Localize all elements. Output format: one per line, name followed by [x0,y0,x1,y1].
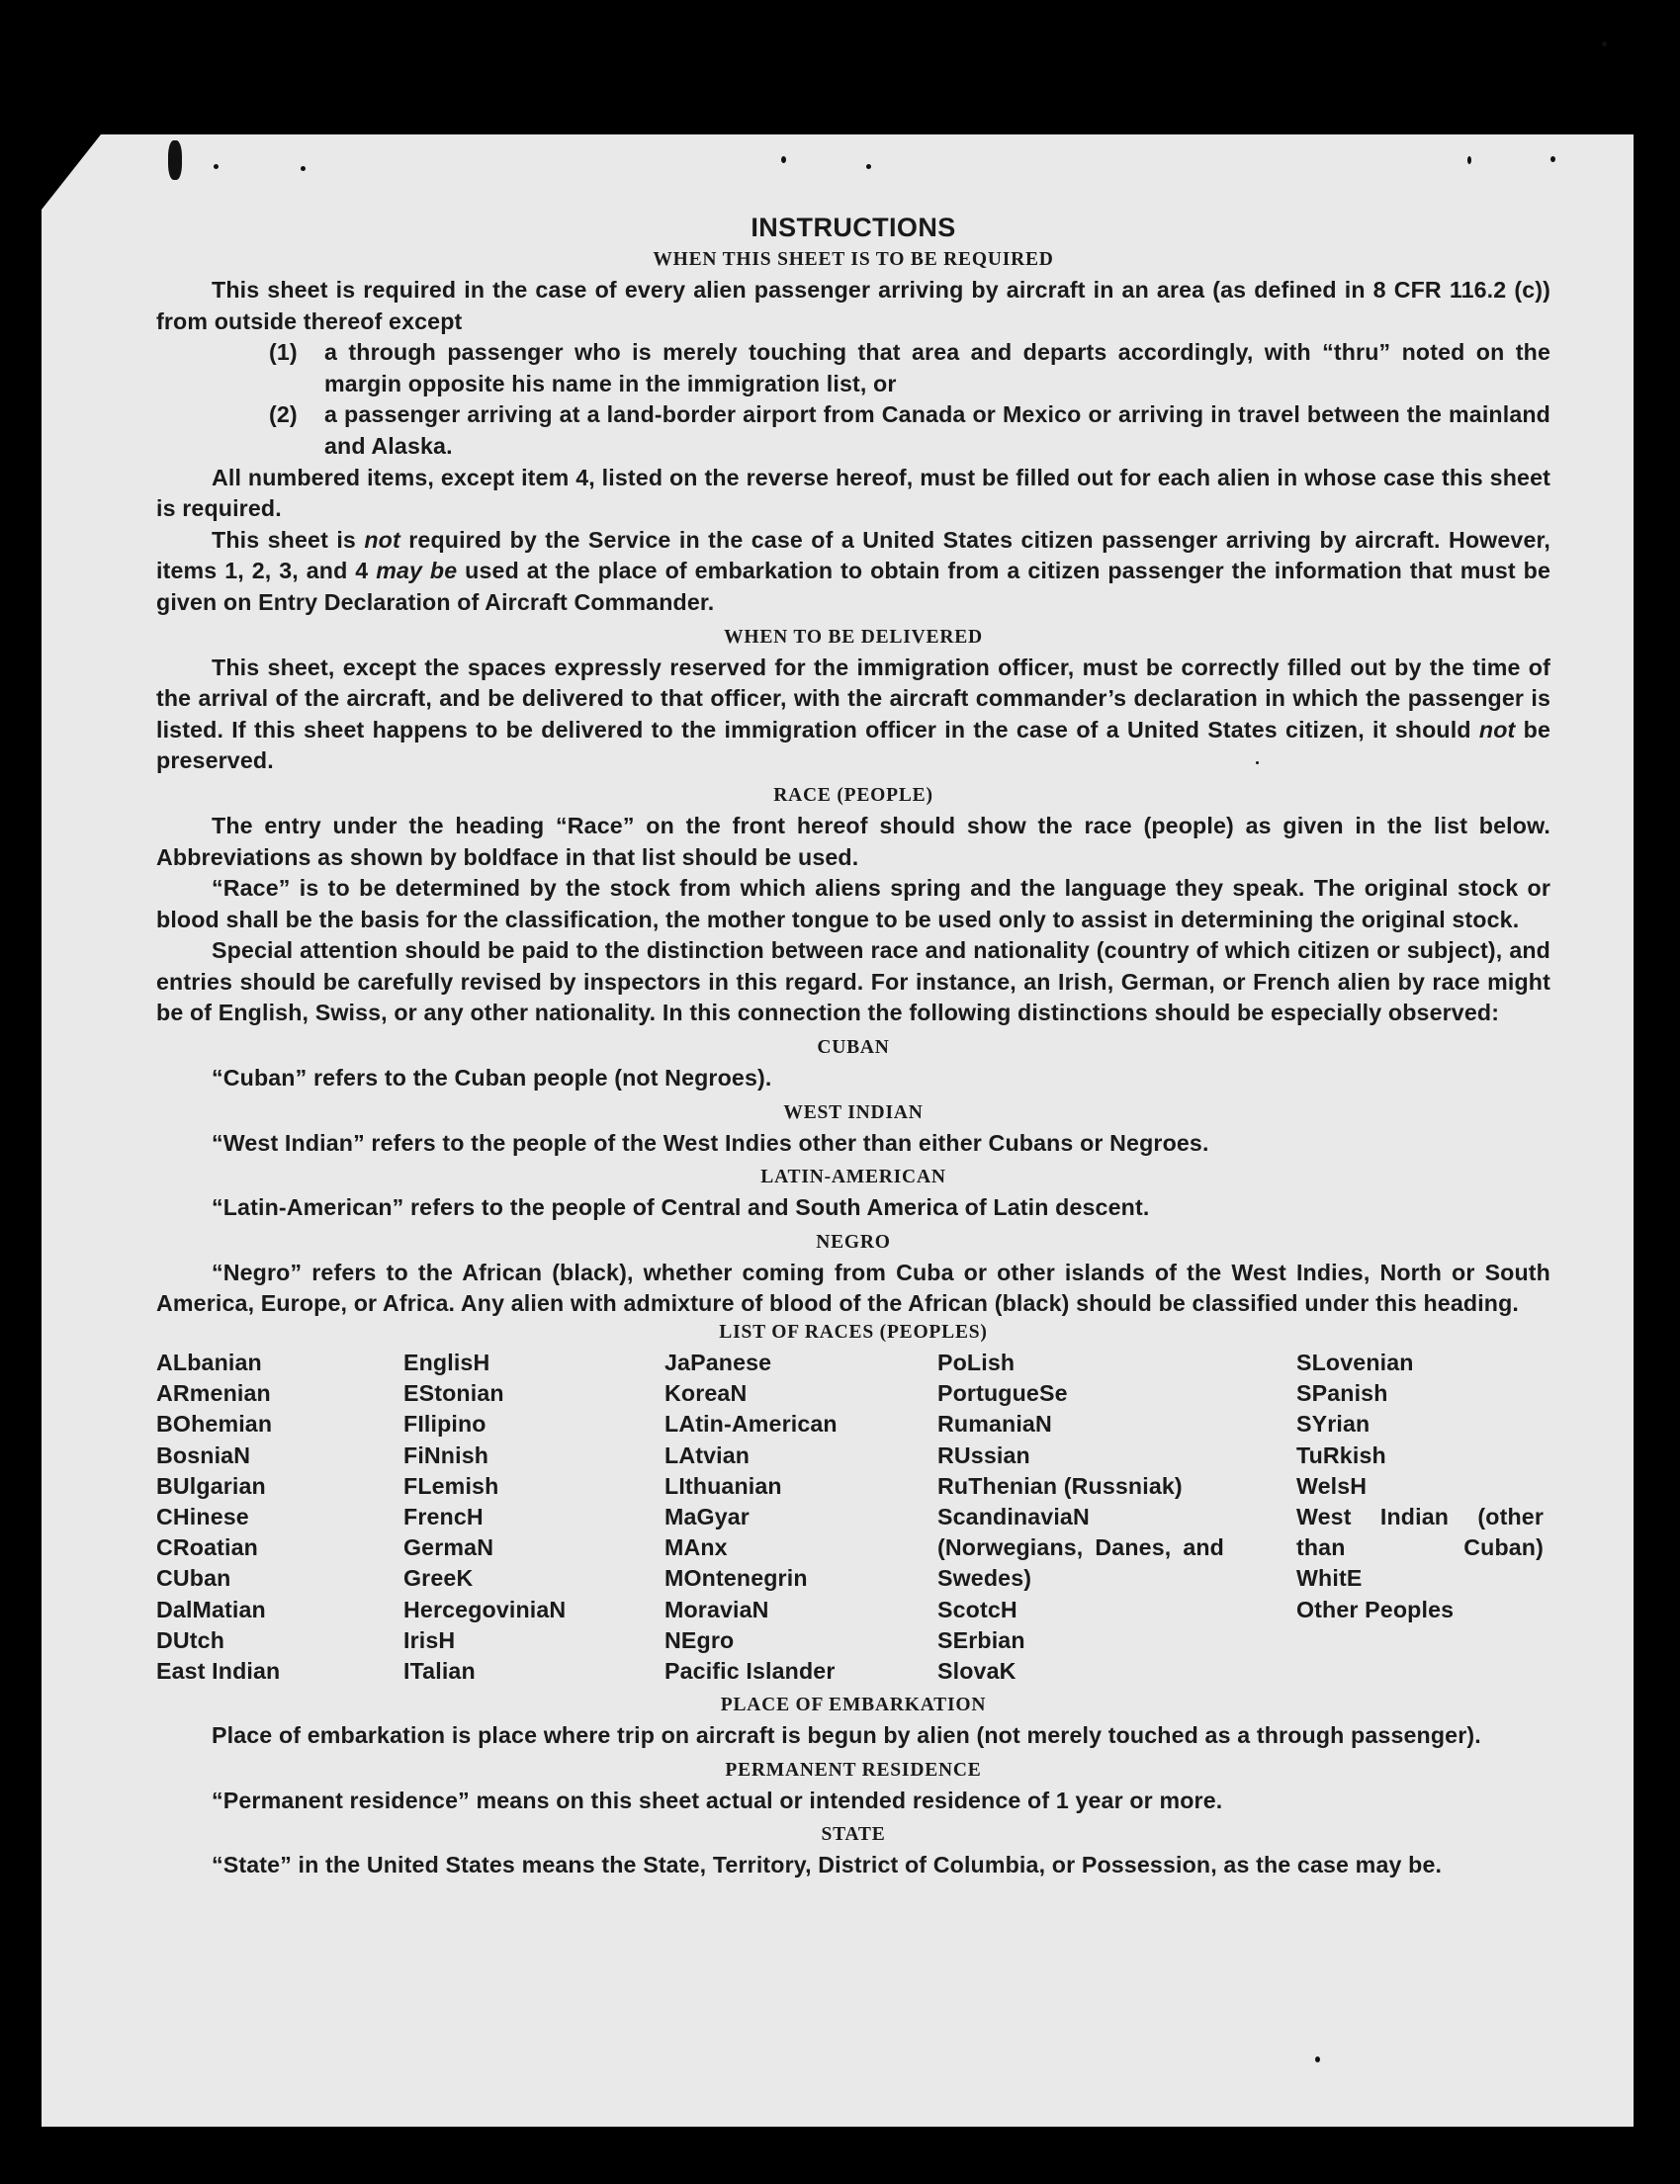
race-entry: FrencH [403,1504,484,1530]
paragraph: Place of embarkation is place where trip on aircraft is begun by alien (not merely touched as a through passenger). [212,1722,1481,1749]
section-heading-cuban: CUBAN [817,1037,890,1059]
race-entry: ARmenian [156,1380,271,1407]
race-entry: DalMatian [156,1596,266,1622]
item-text: a through passenger who is merely touching that area and departs accordingly, with “thru” noted on the margin opposite his name in the immigration list, or [324,339,1550,396]
text-run: This sheet, except the spaces expressly reserved for the immigration officer, must be correctly filled out by the time of the arrival of the aircraft, and be delivered to that officer, with the aircraft commander’s declaration in which the passenger is listed. If this sheet happens to be delivered to the immigration officer in the case of a United States citizen, it should [156,654,1550,743]
races-column-3 [664,1348,937,1687]
race-entry: MoraviaN [664,1596,769,1622]
race-entry: BosniaN [156,1441,251,1468]
race-entry: WelsH [1296,1472,1368,1499]
race-entry: BOhemian [156,1411,273,1438]
race-entry: KoreaN [664,1380,748,1407]
punch-hole-mark [168,140,182,180]
race-entry: FiNnish [403,1441,489,1468]
race-entry: LIthuanian [664,1472,782,1499]
race-entry: FIlipino [403,1411,486,1438]
speck-mark [214,164,219,169]
paragraph [156,525,1550,619]
text-run: required by the Service in the case of a United States citizen passenger arriving by aircraft. However, items 1, 2, 3, and 4 [156,526,1550,584]
race-entry: LAtvian [664,1441,751,1468]
section-heading-negro: NEGRO [816,1231,891,1253]
paragraph: “Cuban” refers to the Cuban people (not Negroes). [212,1065,772,1092]
instructions-body [156,210,1550,1881]
race-entry: WhitE [1296,1565,1363,1592]
list-item [156,399,1550,462]
text-run: be preserved. [156,716,1551,774]
race-entry-west-indian: West Indian (other than Cuban) [1296,1504,1544,1561]
race-entry: GreeK [403,1565,474,1592]
race-entry: EnglisH [403,1350,490,1376]
page-title: INSTRUCTIONS [751,213,956,242]
paragraph: “Negro” refers to the African (black), whether coming from Cuba or other islands of the West Indies, North or South America, Europe, or Africa. Any alien with admixture of blood of the African (black) should be classified under this heading. [156,1259,1550,1317]
race-entry: LAtin-American [664,1411,838,1438]
paragraph: “Permanent residence” means on this sheet actual or intended residence of 1 year or more. [212,1787,1223,1813]
race-entry: MaGyar [664,1504,750,1530]
speck-mark [1602,42,1607,46]
race-entry: NEgro [664,1626,735,1653]
speck-mark [301,166,306,171]
speck-mark [781,156,786,163]
section-heading-residence: PERMANENT RESIDENCE [725,1759,982,1781]
race-entry: ITalian [403,1658,476,1685]
paragraph: “Race” is to be determined by the stock from which aliens spring and the language they speak. The original stock or blood shall be the basis for the classification, the mother tongue to be used only to assist in determining the original stock. [156,875,1550,932]
race-entry: EStonian [403,1380,504,1407]
race-entry: PoLish [937,1350,1016,1376]
race-entry: JaPanese [664,1350,772,1376]
section-heading-list-of-races: LIST OF RACES (PEOPLES) [719,1322,988,1344]
race-entry: MAnx [664,1534,728,1561]
section-heading-west-indian: WEST INDIAN [783,1101,924,1123]
emphasis: not [1478,716,1516,743]
speck-mark [1315,2056,1320,2062]
item-text: a passenger arriving at a land-border airport from Canada or Mexico or arriving in travel between the mainland and Alaska. [324,401,1550,459]
race-entry: GermaN [403,1534,494,1561]
speck-mark [1467,156,1471,164]
race-entry: HercegoviniaN [403,1596,567,1622]
speck-mark [1550,156,1555,162]
race-entry: ALbanian [156,1350,262,1376]
race-entry-scandinavian: ScandinaviaN (Norwegians, Danes, and Swedes) [937,1504,1224,1592]
paragraph: Special attention should be paid to the distinction between race and nationality (country of which citizen or subject), and entries should be carefully revised by inspectors in this regard. For instance, an Irish, German, or French alien by race might be of English, Swiss, or any other nationality. In this connection the following distinctions should be especially observed: [156,937,1550,1026]
race-entry: SlovaK [937,1658,1017,1685]
paragraph: “West Indian” refers to the people of the West Indies other than either Cubans or Negroes. [212,1129,1209,1156]
text-run: This sheet is [212,526,365,553]
race-entry: Pacific Islander [664,1658,836,1685]
section-heading-state: STATE [821,1824,886,1846]
races-column-4 [937,1348,1296,1687]
paragraph: “State” in the United States means the State, Territory, District of Columbia, or Possession, as the case may be. [212,1852,1443,1878]
text-run: used at the place of embarkation to obtain from a citizen passenger the information that must be given on Entry Declaration of Aircraft Commander. [156,558,1550,615]
section-heading-race: RACE (PEOPLE) [773,784,933,806]
race-entry: RuThenian (Russniak) [937,1472,1183,1499]
race-entry: ScotcH [937,1596,1017,1622]
race-entry: Other Peoples [1296,1596,1455,1622]
emphasis: may be [376,558,458,584]
paragraph: All numbered items, except item 4, listed on the reverse hereof, must be filled out for each alien in whose case this sheet is required. [156,464,1550,522]
race-entry: SErbian [937,1626,1025,1653]
list-item [156,337,1550,399]
race-entry: BUlgarian [156,1472,266,1499]
race-entry: CRoatian [156,1534,258,1561]
race-entry: RumaniaN [937,1411,1052,1438]
race-entry: DUtch [156,1626,225,1653]
paragraph: The entry under the heading “Race” on the front hereof should show the race (people) as given in the list below. Abbreviations as shown by boldface in that list should be used. [156,812,1550,870]
race-entry: PortugueSe [937,1380,1068,1407]
race-entry: East Indian [156,1658,281,1685]
race-entry: CUban [156,1565,231,1592]
paragraph: This sheet is required in the case of every alien passenger arriving by aircraft in an area (as defined in 8 CFR 116.2 (c)) from outside thereof except [156,277,1550,334]
races-column-2 [403,1348,664,1687]
item-number: (2) [269,401,298,428]
race-entry: SLovenian [1296,1350,1414,1376]
section-heading-latin-american: LATIN-AMERICAN [760,1167,946,1188]
race-entry: TuRkish [1296,1441,1386,1468]
races-column-1 [156,1348,403,1687]
race-entry: CHinese [156,1504,249,1530]
paragraph [156,653,1550,777]
emphasis: not [364,526,400,553]
races-column-5 [1296,1348,1550,1687]
section-heading-when-delivered: WHEN TO BE DELIVERED [724,626,983,648]
race-entry: IrisH [403,1626,456,1653]
speck-mark [866,164,871,169]
race-entry: SPanish [1296,1380,1388,1407]
section-heading-embarkation: PLACE OF EMBARKATION [720,1695,987,1716]
race-entry: MOntenegrin [664,1565,808,1592]
race-entry: FLemish [403,1472,499,1499]
races-list [156,1348,1550,1687]
item-number: (1) [269,339,298,366]
race-entry: RUssian [937,1441,1030,1468]
paragraph: “Latin-American” refers to the people of Central and South America of Latin descent. [212,1194,1150,1221]
race-entry: SYrian [1296,1411,1371,1438]
section-heading-when-required: WHEN THIS SHEET IS TO BE REQUIRED [653,249,1054,270]
